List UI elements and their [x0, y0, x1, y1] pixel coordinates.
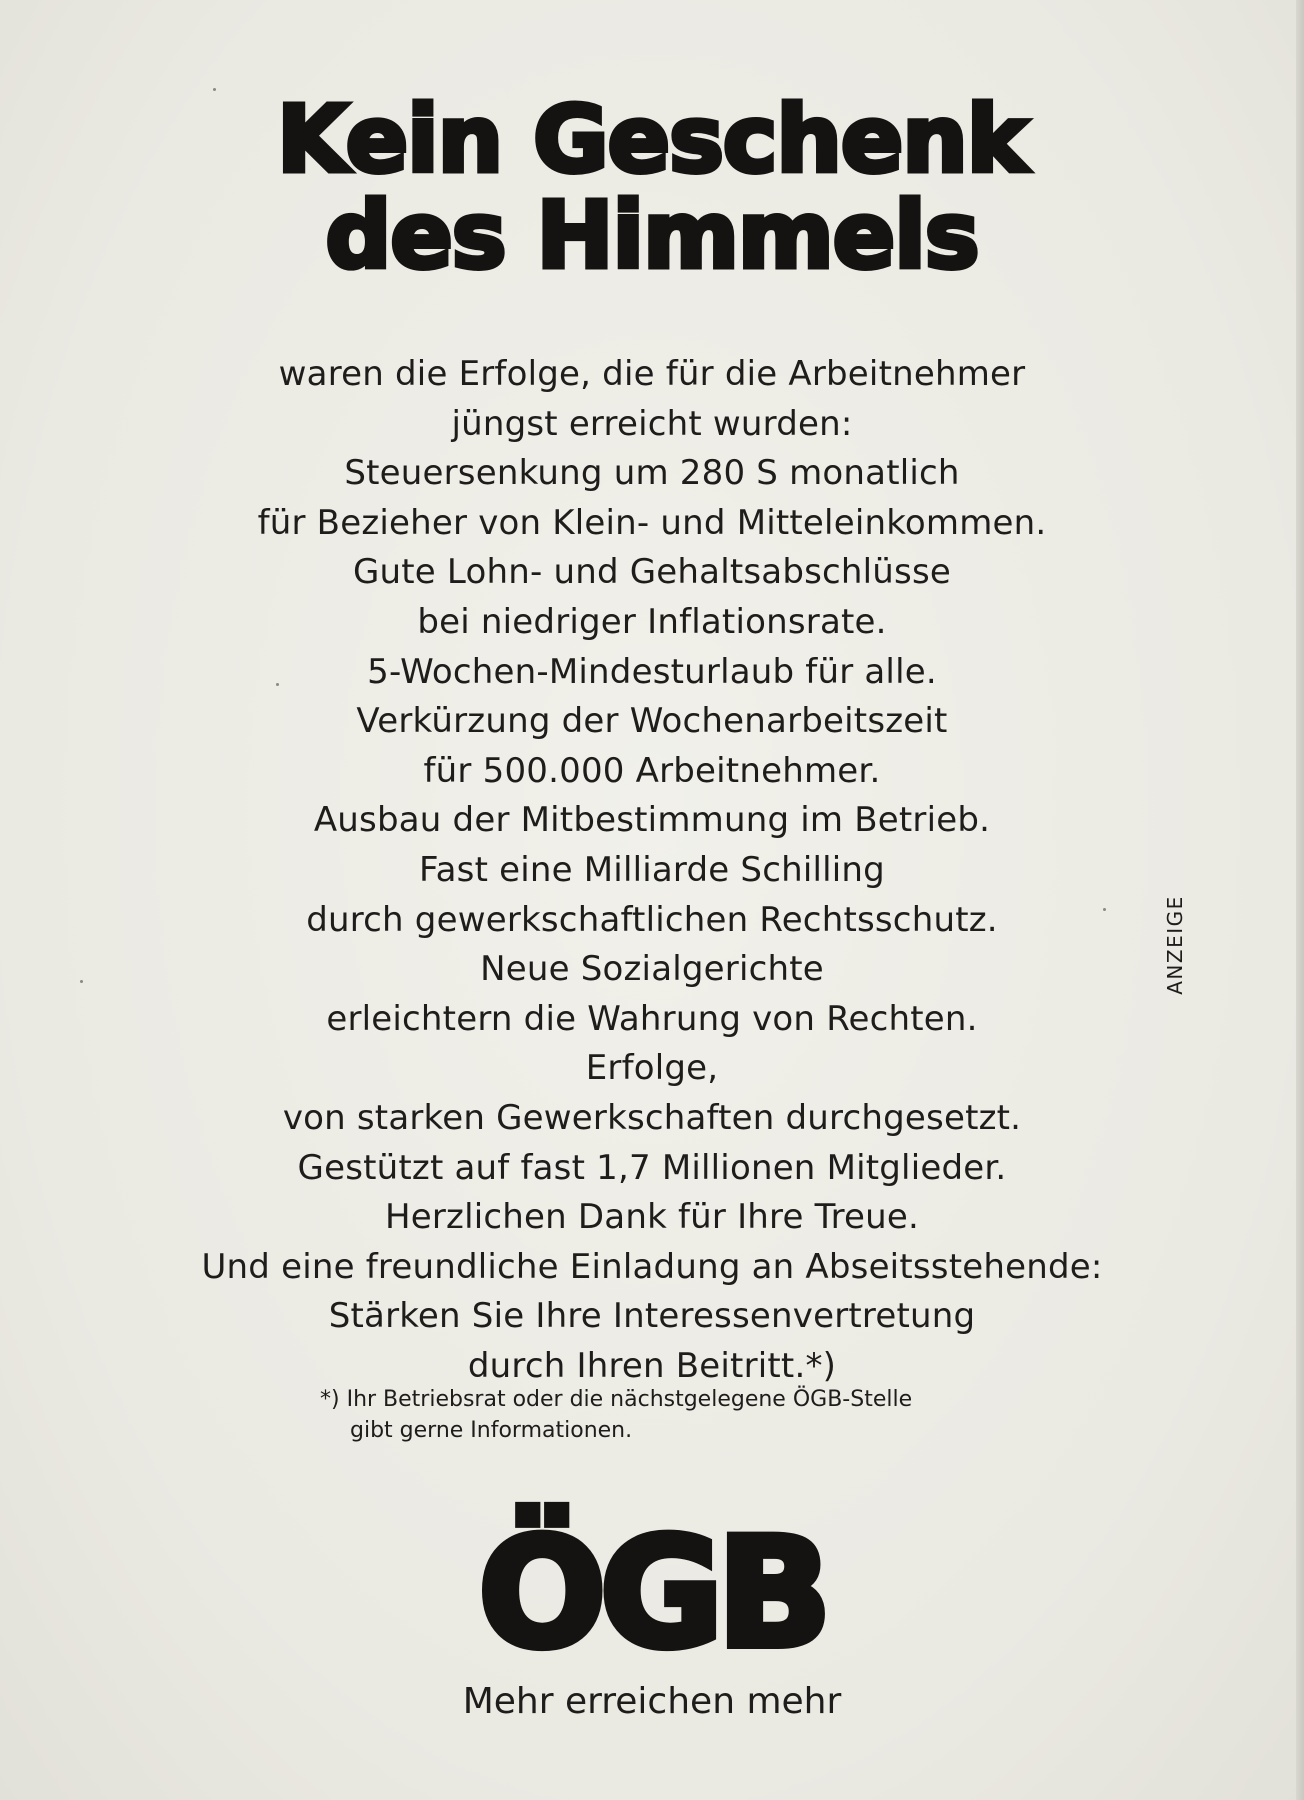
body-line: für Bezieher von Klein- und Mitteleinkommen.	[257, 502, 1047, 543]
body-line: Erfolge,	[585, 1048, 719, 1089]
anzeige-label: ANZEIGE	[1163, 895, 1187, 995]
body-line: waren die Erfolge, die für die Arbeitnehmer	[278, 354, 1026, 394]
footnote	[320, 1384, 912, 1446]
footnote-line: gibt gerne Informationen.	[350, 1418, 633, 1443]
body-line: Stärken Sie Ihre Interessenvertretung	[328, 1296, 976, 1337]
slogan: Mehr erreichen mehr	[462, 1681, 842, 1722]
paper-speck	[276, 683, 279, 686]
body-line: Neue Sozialgerichte	[480, 949, 824, 990]
body-line: Verkürzung der Wochenarbeitszeit	[356, 701, 948, 742]
paper-speck	[80, 980, 83, 983]
oegb-logo-svg	[422, 1485, 882, 1655]
body-line: Gute Lohn- und Gehaltsabschlüsse	[352, 552, 951, 593]
paper-speck	[1103, 908, 1106, 911]
headline-line: Kein Geschenk	[277, 86, 1027, 193]
body-line: von starken Gewerkschaften durchgesetzt.	[282, 1097, 1022, 1138]
body-line: Und eine freundliche Einladung an Abseitsstehende:	[201, 1246, 1103, 1287]
body-line: Herzlichen Dank für Ihre Treue.	[384, 1197, 919, 1238]
body-line: für 500.000 Arbeitnehmer.	[423, 750, 881, 791]
body-line: Fast eine Milliarde Schilling	[419, 849, 885, 890]
body-line: durch gewerkschaftlichen Rechtsschutz.	[306, 899, 998, 940]
body-text	[150, 350, 1154, 1391]
body-line: durch Ihren Beitritt.*)	[467, 1345, 837, 1386]
body-line: jüngst erreicht wurden:	[451, 403, 853, 444]
body-line: bei niedriger Inflationsrate.	[417, 601, 887, 642]
body-line: Ausbau der Mitbestimmung im Betrieb.	[313, 800, 991, 841]
logo-text: ÖGB	[478, 1507, 826, 1655]
paper-speck	[213, 88, 216, 91]
body-line: erleichtern die Wahrung von Rechten.	[326, 998, 978, 1039]
body-line: Steuersenkung um 280 S monatlich	[344, 453, 960, 494]
body-line: Gestützt auf fast 1,7 Millionen Mitglieder.	[297, 1147, 1007, 1188]
body-line: 5-Wochen-Mindesturlaub für alle.	[367, 651, 937, 692]
headline-line: des Himmels	[325, 182, 979, 289]
headline	[0, 86, 1304, 289]
footnote-line: *) Ihr Betriebsrat oder die nächstgelegene ÖGB-Stelle	[320, 1387, 913, 1412]
oegb-logo-icon	[0, 1485, 1304, 1655]
